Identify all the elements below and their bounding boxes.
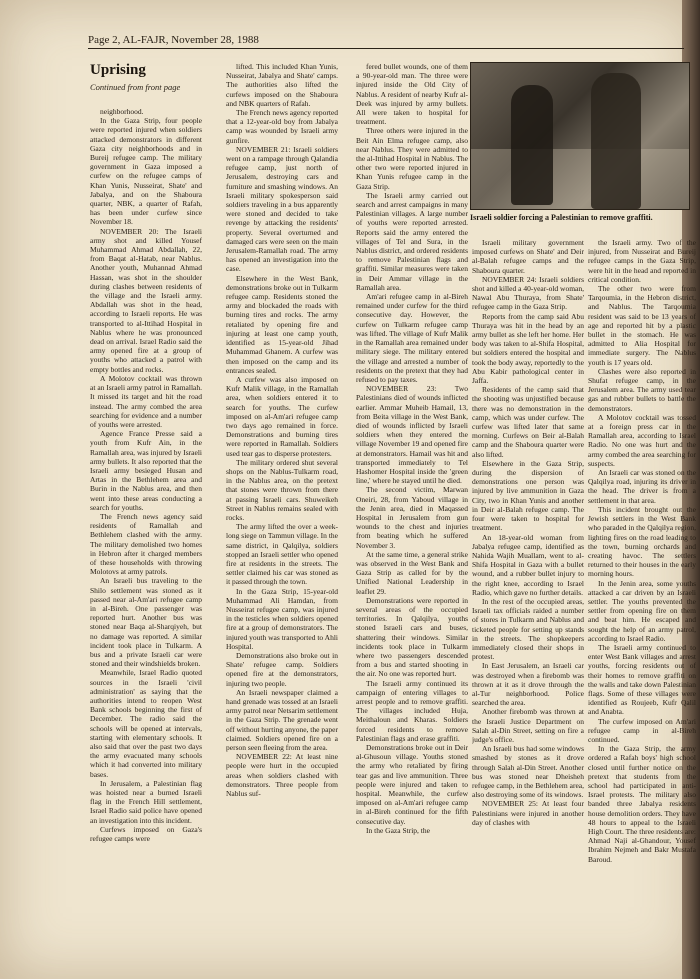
article-paragraph: An Israeli bus had some windows smashed by stones as it drove through Salah al-Din Street. Another bus was stoned near Dheisheh refugee camp, in the Bethlehem area, also destroying some of its windows. xyxy=(472,744,584,800)
article-paragraph: NOVEMBER 22: At least nine people were hurt in the occupied areas when soldiers clashed with demonstrators. Three people from Nablus suf- xyxy=(226,752,338,799)
article-paragraph: NOVEMBER 23: Two Palestinians died of wounds inflicted earlier. Ammar Muheib Hamail, 13, from Beita village in the West Bank, died of wounds inflicted by Israeli soldiers when they entered the village November 19 and opened fire at demonstrators. Hamail was hit and transported immediately to Tel Hashomer Hospital inside the 'green line,' where he stayed until he died. xyxy=(356,384,468,486)
article-paragraph: An 18-year-old woman from Jabalya refugee camp, identified as Nahida Wajih Muallam, went to al-Shifa Hospital in Gaza with a bullet wound, and a rubber bullet injury to the right knee, according to Israel Radio, which gave no further details. xyxy=(472,532,584,597)
article-paragraph: The military ordered shut several shops on the Nablus-Tulkarm road, in the Nablus area, on the pretext that stones were thrown from there at passing Israeli cars. Shuweikeh Street in Nablus remains sealed with rocks. xyxy=(226,457,338,522)
article-paragraph: An Israeli car was stoned on the Qalqilya road, injuring its driver in the head. The driver is from a settlement in that area. xyxy=(588,468,696,505)
article-paragraph: neighborhood. xyxy=(100,107,144,116)
article-column-2 xyxy=(226,62,338,967)
article-paragraph: The Israeli army carried out search and arrest campaigns in many Palestinian villages. A large number of youths were reported arrested. Reports said the army entered the villages of Tel and Sura, in the Nablus district, and ordered residents to remove Palestinian flags and graffiti. Similar measures were taken in Deir Ammar village in the Ramallah area. xyxy=(356,190,468,292)
article-paragraph: Israeli military government imposed curfews on Shate' and Deir al-Balah refugee camps and the Shaboura quarter. xyxy=(472,238,584,275)
article-paragraph: The Israeli army continued to enter West Bank villages and arrest youths, forcing residents out of their homes to remove graffiti on the walls and take down Palestinian flags. Some of these villages were identified as Roujeeb, Kufr Qalil and Anabta. xyxy=(588,642,696,717)
article-paragraph: In the Gaza Strip, the army ordered a Rafah boys' high school closed until further notice on the pretext that students from the school had participated in anti-Israel protests. The military also banded three Jabalya residents house demolition orders. They have 48 hours to appeal to the Israeli High Court. The three residents are: Ahmad Naji al-Ghandour, Yousef Ibrahim Nejmeh and Bakr Mustafa Baroud. xyxy=(588,744,696,864)
photo-figure-soldier xyxy=(591,73,641,209)
article-paragraph: In the rest of the occupied areas, Israeli tax officials raided a number of stores in Tulkarm and Nablus and ticketed people for setting up stands in the streets. The shopkeepers immediately closed their shops in protest. xyxy=(472,596,584,662)
article-column-1 xyxy=(90,107,202,967)
article-paragraph: The French news agency said residents of Ramallah and Bethlehem clashed with the army. The military demolished two homes in Hebron after it charged members of these households with throwing Molotovs at army patrols. xyxy=(90,511,202,577)
article-paragraph: In the Gaza Strip, 15-year-old Muhammad Ali Hamdan, from Nusseirat refugee camp, was injured in the testicles when soldiers opened fire at a group of demonstrators. The injured youth was transported to Ahli Hospital. xyxy=(226,586,338,651)
article-paragraph: The Israeli army continued its campaign of entering villages to arrest people and to remove graffiti. The villages included Huja, Meithaloun and Kharas. Soldiers forced residents to remove Palestinian flags and erase graffiti. xyxy=(356,678,468,743)
article-paragraph: Demonstrations were reported in several areas of the occupied territories. In Qalqilya, youths stoned Israeli cars and buses, shattering their windows. Similar incidents took place in Tulkarm where two passengers descended from a bus and started shooting in the air. No one was reported hurt. xyxy=(356,595,468,679)
news-photo xyxy=(470,62,690,210)
article-column-3 xyxy=(356,62,468,967)
article-paragraph: NOVEMBER 24: Israeli soldiers shot and killed a 40-year-old woman, Nawal Abu Thuraya, from Shate' refugee camp in the Gaza Strip. xyxy=(472,274,584,312)
article-paragraph: NOVEMBER 20: The Israeli army shot and killed Yousef Muhammad Ahmad Abdallah, 22, from Baqat al-Hatab, near Nablus. Another youth, Muhannad Ahmad Hassan, was shot in the shoulder during clashes between residents of the village and the Israeli army. Abdallah was shot in the head, according to Israeli reports. He was transported to al-Ittihad Hospital in Nablus where he was pronounced dead on arrival. Israel Radio said the army opened fire at a group of youths who attacked a patrol with empty bottles and rocks. xyxy=(90,226,202,374)
article-paragraph: A Molotov cocktail was thrown at an Israeli army patrol in Ramallah. It missed its target and hit the road instead. The army combed the area searching for evidence and a number of youths were arrested. xyxy=(90,373,202,429)
article-paragraph: Demonstrations also broke out in Shate' refugee camp. Soldiers opened fire at the demonstrators, injuring two people. xyxy=(226,651,338,688)
article-paragraph: The French news agency reported that a 12-year-old boy from Jabalya camp was wounded by Israeli army gunfire. xyxy=(226,108,338,145)
article-paragraph: Three others were injured in the Beit Ain Elma refugee camp, also near Nablus. They were admitted to the al-Ittihad Hospital in Nablus. The other two were reported injured in Khan Yunis refugee camp in the Gaza Strip. xyxy=(356,126,468,191)
article-paragraph: In East Jerusalem, an Israeli car was destroyed when a firebomb was thrown at it as it drove through the al-Tur neighborhood. Police searched the area. xyxy=(472,661,584,708)
photo-caption: Israeli soldier forcing a Palestinian to remove graffiti. xyxy=(470,213,653,222)
article-paragraph: In the Gaza Strip, four people were reported injured when soldiers attacked demonstrators in different Gaza city neighborhoods and in Bureij refugee camp. The military government in Gaza imposed a curfew on the refugee camps of Khan Yunis, Nusseirat, Shate' and Jabalya, and on the Shaboura quarter, NBK, a quarter of Rafah, has been under curfew since November 18. xyxy=(90,116,202,227)
article-paragraph: Another firebomb was thrown at the Israeli Justice Department on Salah al-Din Street, setting on fire a judge's office. xyxy=(472,707,584,744)
article-paragraph: In the Jenin area, some youths attacked a car driven by an Israeli settler. The youths prevented the settler from opening fire on them and beat him. He escaped and sought the help of an army patrol, according to Israel Radio. xyxy=(588,578,696,643)
article-paragraph: At the same time, a general strike was observed in the West Bank and Gaza Strip as called for by the Unified National Leadership in leaflet 29. xyxy=(356,549,468,596)
photo-figure-palestinian xyxy=(511,85,553,205)
article-paragraph: The army lifted the over a week-long siege on Tammun village. In the same district, in Qalqilya, soldiers stopped an Israeli settler who opened fire at residents in the streets. The settler claimed his car was stoned as it passed through the town. xyxy=(226,522,338,587)
section-title: Uprising xyxy=(90,62,146,78)
article-paragraph: Clashes were also reported in Shufat refugee camp, in the Jerusalem area. The army used tear gas and rubber bullets to battle the demonstrators. xyxy=(588,366,696,413)
article-paragraph: The curfew imposed on Am'ari refugee camp in al-Bireh continued. xyxy=(588,716,696,744)
continued-note: Continued from front page xyxy=(90,82,181,92)
article-paragraph: Meanwhile, Israel Radio quoted sources in the Israeli 'civil administration' as saying that the authorities intend to reopen West Bank schools beginning the first of December. The radio said the schools will be opened at intervals, starting with elementary schools. It also said that over the past two days the army evacuated many schools which it had converted into military bases. xyxy=(90,668,202,779)
article-paragraph: A Molotov cocktail was tossed at a foreign press car in the Ramallah area, according to Israel Radio. No one was hurt and the army combed the area searching for suspects. xyxy=(588,412,696,468)
article-column-4 xyxy=(472,238,584,968)
article-paragraph: Demonstrations broke out in Deir al-Ghusoun village. Youths stoned the army who retaliated by firing tear gas and live ammunition. Three people were injured and taken to hospital. Meanwhile, the curfew imposed on al-Am'ari refugee camp in al-Bireh continued for the fifth consecutive day. xyxy=(356,743,468,826)
article-paragraph: Reports from the camp said Abu Thuraya was hit in the head by an army bullet as she left her home. Her body was taken to al-Shifa Hospital, but soldiers entered the hospital and took the body away, reportedly to the Abu Kabir pathological center in Jaffa. xyxy=(472,311,584,386)
article-paragraph: NOVEMBER 25: At least four Palestinians were injured in another day of clashes with xyxy=(472,799,584,827)
page-header: Page 2, AL-FAJR, November 28, 1988 xyxy=(88,34,684,49)
photo-wall xyxy=(471,149,689,209)
article-column-5 xyxy=(588,238,696,968)
article-paragraph: In the Gaza Strip, the xyxy=(366,825,430,835)
article-paragraph: An Israeli bus traveling to the Shilo settlement was stoned as it passed near al-Am'ari refugee camp in al-Bireh. One passenger was reported hurt. Another bus was stoned near Baqa al-Sharqiyeh, but no damage was reported. A similar incident took place in Tulkarm. A bus and a private Israeli car were stoned and their windshields broken. xyxy=(90,576,202,669)
article-paragraph: Elsewhere in the Gaza Strip, during the dispersion of demonstrations one person was injured by live ammunition in Gaza City, two in Khan Yunis and another in Deir al-Balah refugee camp. The four were taken to hospital for treatment. xyxy=(472,458,584,533)
article-paragraph: Curfews imposed on Gaza's refugee camps were xyxy=(90,824,202,844)
article-paragraph: the Israeli army. Two of the injured, from Nusseirat and Bureij refugee camps in the Gaza Strip, were hit in the head and reported in critical condition. xyxy=(588,238,696,284)
article-paragraph: Am'ari refugee camp in al-Bireh remained under curfew for the third consecutive day. However, the curfew on Tulkarm refugee camp was lifted. The village of Kufr Malik in the Ramallah area remained under military siege. The military entered the village and arrested a number of residents on the pretext that they had refused to pay taxes. xyxy=(356,292,468,384)
article-paragraph: The other two were from Tarqoumia, in the Hebron district, and Nablus. The Tarqoumia resident was said to be 13 years of age and reported hit by a plastic bullet in the stomach. He was admitted to Alia Hospital for immediate surgery. The Nablus youth is 17 years old. xyxy=(588,284,696,367)
article-paragraph: In Jerusalem, a Palestinian flag was hoisted near a burned Israeli flag in the French Hill settlement, Israel Radio said police have opened an investigation into this incident. xyxy=(90,778,202,825)
article-paragraph: This incident brought out the Jewish settlers in the West Bank who paraded in the Qalqilya region, lighting fires on the road leading to the town, burning orchards and creating havoc. The settlers returned to their houses in the early morning hours. xyxy=(588,504,696,579)
article-paragraph: Agence France Presse said a youth from Kufr Ain, in the Ramallah area, was injured by Israeli army bullets. It also reported that the Israeli army besieged Husan and Artas in the Bethlehem area and Burin in the Nablus area, and then went into these areas conducting a search for youths. xyxy=(90,429,202,512)
article-paragraph: A curfew was also imposed on Kufr Malik village, in the Ramallah area, when soldiers entered it to search for youths. The curfew imposed on al-Am'ari refugee camp two days ago remained in force. Demonstrations and burning tires were reported in Ramallah. Soldiers used tear gas to disperse protesters. xyxy=(226,374,338,458)
article-paragraph: Elsewhere in the West Bank, demonstrations broke out in Tulkarm refugee camp. Residents stoned the army and blockaded the roads with burning tires and rocks. The army retaliated by opening fire and injuring at least one camp youth, identified as 15-year-old Jihad Muhammad Ghanem. A curfew was then imposed on the camp and its entrances sealed. xyxy=(226,273,338,375)
article-paragraph: An Israeli newspaper claimed a hand grenade was tossed at an Israeli army patrol near Netsarim settlement in the Gaza Strip. The grenade went off without hurting anyone, the paper claimed. Soldiers opened fire on a person seen fleeing from the area. xyxy=(226,687,338,753)
article-paragraph: NOVEMBER 21: Israeli soldiers went on a rampage through Qalandia refugee camp, just north of Jerusalem, destroying cars and furniture and smashing windows. An Israeli military spokesperson said soldiers traveling in a bus apparently were stoned and decided to take revenge by attacking the residents' property. Several overturned and damaged cars were seen on the main Jerusalem-Ramallah road. The army has opened an investigation into the case. xyxy=(226,144,338,274)
article-paragraph: fered bullet wounds, one of them a 90-year-old man. The three were injured inside the Old City of Nablus. A resident of nearby Kufr al-Deek was injured by army bullets. All were taken to hospital for treatment. xyxy=(356,62,468,127)
article-paragraph: lifted. This included Khan Yunis, Nusseirat, Jabalya and Shate' camps. The authorities also lifted the curfews imposed on the Shaboura and NBK quarters of Rafah. xyxy=(226,62,338,108)
article-paragraph: Residents of the camp said that the shooting was unjustified because there was no demonstration in the camp, which was under curfew. The curfew was lifted later that same morning. Curfews on Beir al-Balah camp and the Shaboura quarter were also lifted. xyxy=(472,385,584,459)
article-paragraph: The second victim, Marwan Oneiri, 28, from Yaboud village in the Jenin area, died in Maqassed Hospital in Jerusalem from gun wounds to the chest and injuries from beating which he suffered November 3. xyxy=(356,485,468,550)
